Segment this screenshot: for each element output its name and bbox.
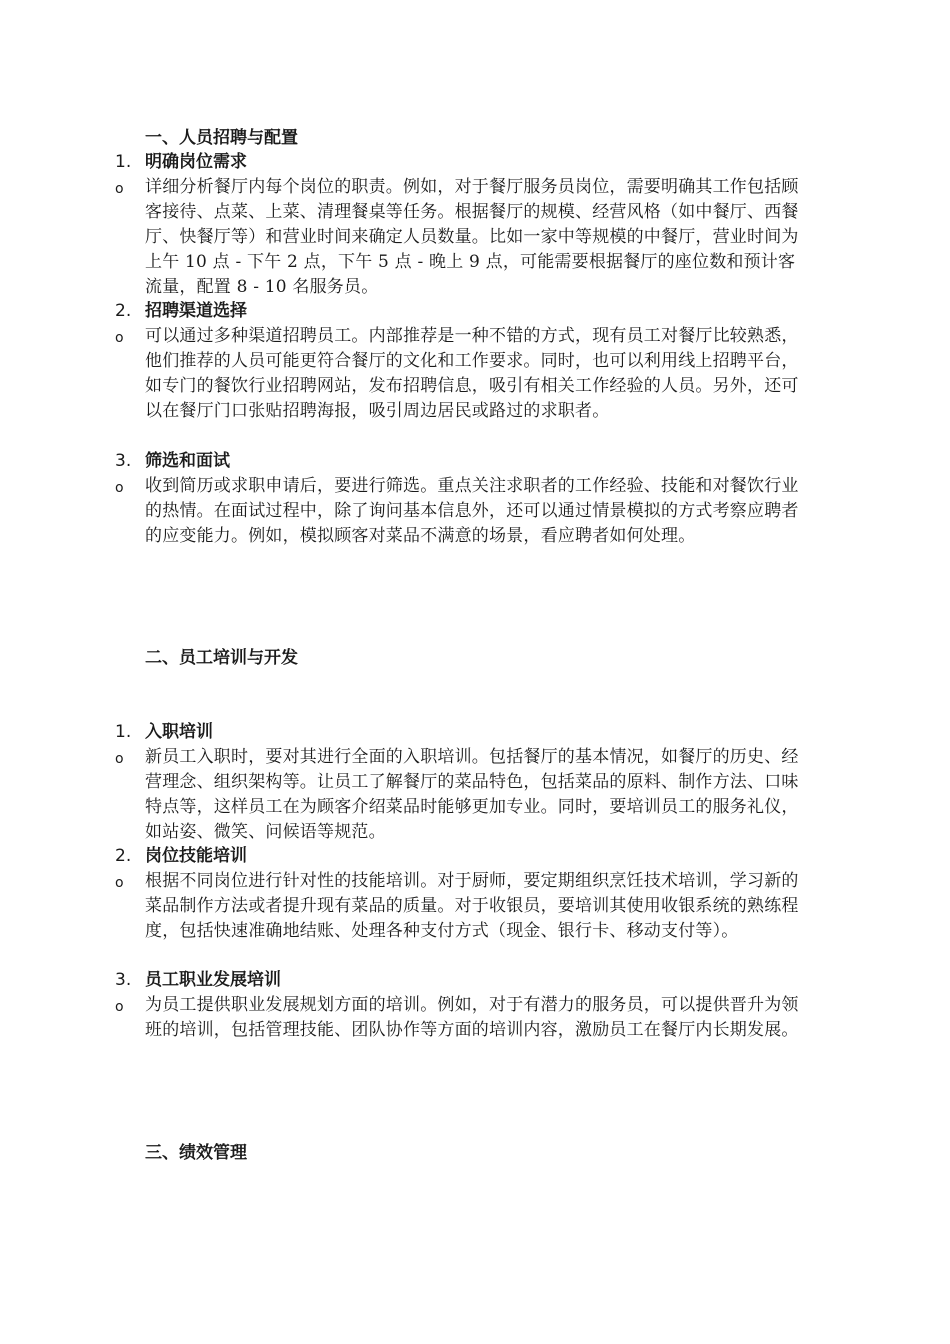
item-title: 筛选和面试 — [145, 451, 230, 471]
bullet-icon: o — [115, 181, 124, 197]
item-body — [115, 869, 815, 944]
item-paragraph: 根据不同岗位进行针对性的技能培训。对于厨师，要定期组织烹饪技术培训，学习新的菜品制作方法或者提升现有菜品的质量。对于收银员，要培训其使用收银系统的熟练程度，包括快速准确地结账、处理各种支付方式（现金、银行卡、移动支付等）。 — [145, 871, 799, 941]
bullet-icon: o — [115, 999, 124, 1015]
item-paragraph: 新员工入职时，要对其进行全面的入职培训。包括餐厅的基本情况，如餐厅的历史、经营理念、组织架构等。让员工了解餐厅的菜品特色，包括菜品的原料、制作方法、口味特点等，这样员工在为顾客介绍菜品时能够更加专业。同时，要培训员工的服务礼仪，如站姿、微笑、问候语等规范。 — [145, 747, 799, 842]
item-title: 岗位技能培训 — [145, 846, 247, 866]
item-body — [115, 324, 815, 424]
item-body — [115, 745, 815, 845]
item-heading — [115, 299, 815, 324]
section-title-training: 二、员工培训与开发 — [145, 648, 298, 668]
item-body — [115, 474, 815, 549]
section-title-recruitment: 一、人员招聘与配置 — [145, 128, 298, 148]
item-heading — [115, 844, 815, 869]
item-number: 1. — [115, 152, 132, 172]
list-item — [115, 449, 815, 549]
list-item — [115, 844, 815, 944]
item-number: 3. — [115, 451, 132, 471]
item-heading — [115, 449, 815, 474]
item-number: 2. — [115, 846, 132, 866]
item-title: 明确岗位需求 — [145, 152, 247, 172]
list-item — [115, 968, 815, 1043]
list-item — [115, 299, 815, 424]
item-heading — [115, 150, 815, 175]
item-heading — [115, 720, 815, 745]
item-number: 1. — [115, 722, 132, 742]
list-item — [115, 150, 815, 300]
item-number: 3. — [115, 970, 132, 990]
item-title: 招聘渠道选择 — [145, 301, 247, 321]
item-number: 2. — [115, 301, 132, 321]
item-body — [115, 993, 815, 1043]
item-title: 员工职业发展培训 — [145, 970, 281, 990]
bullet-icon: o — [115, 875, 124, 891]
section-title-performance: 三、绩效管理 — [145, 1143, 247, 1163]
item-heading — [115, 968, 815, 993]
bullet-icon: o — [115, 480, 124, 496]
item-body — [115, 175, 815, 300]
item-paragraph: 收到简历或求职申请后，要进行筛选。重点关注求职者的工作经验、技能和对餐饮行业的热情。在面试过程中，除了询问基本信息外，还可以通过情景模拟的方式考察应聘者的应变能力。例如，模拟顾客对菜品不满意的场景，看应聘者如何处理。 — [145, 476, 799, 546]
item-paragraph: 详细分析餐厅内每个岗位的职责。例如，对于餐厅服务员岗位，需要明确其工作包括顾客接待、点菜、上菜、清理餐桌等任务。根据餐厅的规模、经营风格（如中餐厅、西餐厅、快餐厅等）和营业时间来确定人员数量。比如一家中等规模的中餐厅，营业时间为上午 10 点 - 下午 2 点，下午 5 点 - 晚上 9 点，可能需要根据餐厅的座位数和预计客流量，配置 8 - 10 名服务员。 — [145, 177, 799, 297]
bullet-icon: o — [115, 751, 124, 767]
list-item — [115, 720, 815, 845]
item-title: 入职培训 — [145, 722, 213, 742]
item-paragraph: 可以通过多种渠道招聘员工。内部推荐是一种不错的方式，现有员工对餐厅比较熟悉，他们推荐的人员可能更符合餐厅的文化和工作要求。同时，也可以利用线上招聘平台，如专门的餐饮行业招聘网站，发布招聘信息，吸引有相关工作经验的人员。另外，还可以在餐厅门口张贴招聘海报，吸引周边居民或路过的求职者。 — [145, 326, 799, 421]
item-paragraph: 为员工提供职业发展规划方面的培训。例如，对于有潜力的服务员，可以提供晋升为领班的培训，包括管理技能、团队协作等方面的培训内容，激励员工在餐厅内长期发展。 — [145, 995, 799, 1040]
bullet-icon: o — [115, 330, 124, 346]
